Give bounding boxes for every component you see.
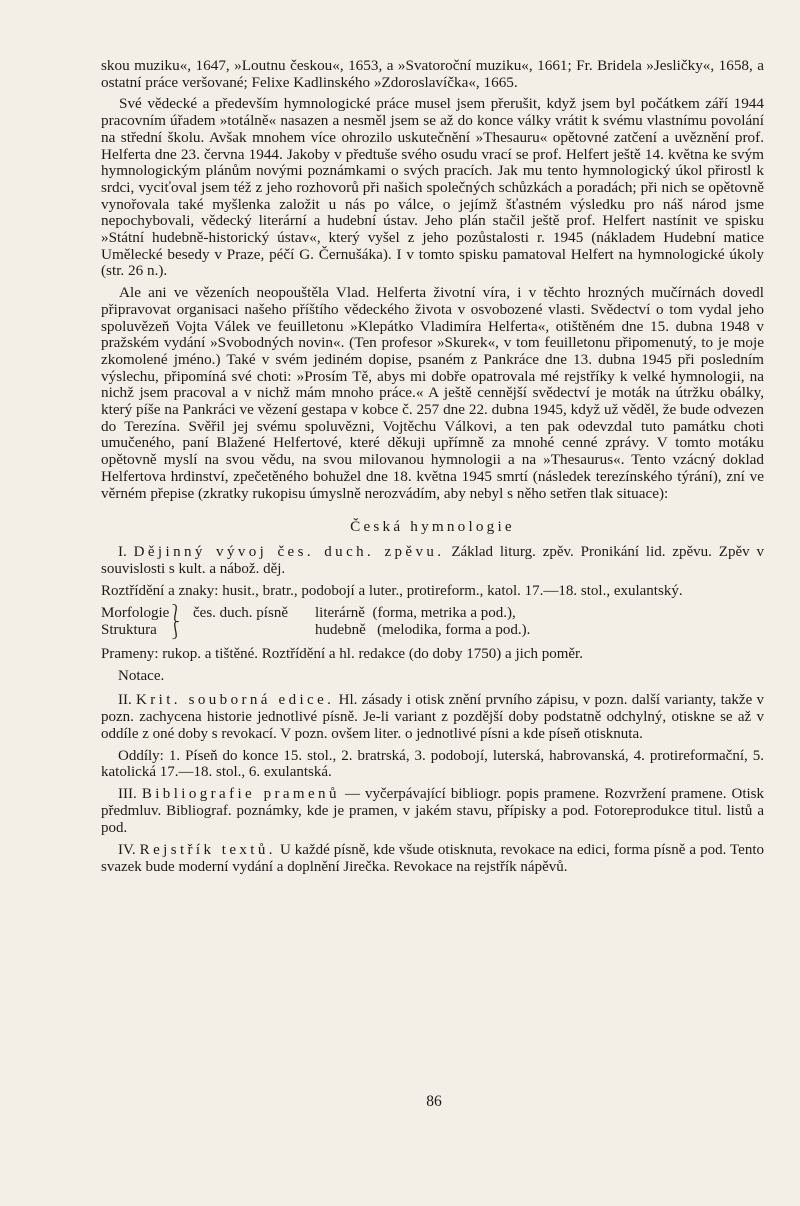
morphology-line-2: hudebně (melodika, forma a pod.).: [315, 622, 531, 638]
section-4-title: Rejstřík textů.: [139, 842, 276, 859]
brace-bottom: ⎰: [167, 621, 184, 640]
hymnology-outline: [101, 544, 764, 876]
section-2-number: II.: [118, 691, 132, 708]
section-1-number: I.: [118, 544, 127, 561]
outline-section-4: [101, 842, 764, 876]
outline-classification: Roztřídění a znaky: husit., bratr., podobojí a luter., protireform., katol. 17.—18. stol., exulantský.: [101, 583, 683, 600]
outline-notation: Notace.: [118, 667, 165, 684]
body-text: [101, 58, 764, 502]
morphology-common: čes. duch. písně: [193, 605, 288, 621]
outline-title: Česká hymnologie: [350, 518, 515, 536]
section-3-number: III.: [118, 786, 137, 803]
section-4-text: U každé písně, kde všude otisknuta, revokace na edici, forma písně a pod. Tento svazek bude moderní vydání a doplnění Jirečka. Revokace na rejstřík nápěvů.: [101, 842, 765, 875]
section-2-text: Hl. zásady i otisk znění prvního zápisu, v pozn. další varianty, takže v pozn. zachycena historie jednotlivé písně. Je-li variant z pozdější doby podstatně odchylný, otiskne se až v oddíle z oné doby s revokací. V pozn. ovšem liter. o jednotlivé písni a kde píseň otisknuta.: [101, 691, 765, 742]
paragraph-prison-testimony: Ale ani ve vězeních neopouštěla Vlad. Helferta životní víra, i v těchto hrozných mučírnách dovedl připravovat organisaci našeho příštího vědeckého života v osvobozené vlasti. Svědectví o tom vydal jeho spoluvězeň Vojta Válek ve feuilletonu »Klepátko Vladimíra Helferta«, otištěném dne 15. dubna 1948 v pražském vydání »Svobodných novin«. (Ten profesor »Skurek«, v tom feuilletonu připomenutý, to je moje zkomolené jméno.) Také v svém jediném dopise, psaném z Pankráce dne 13. dubna 1945 při posledním výslechu, připomíná své choti: »Prosím Tě, abys mi dobře opatrovala mé rejstříky k velké hymnologii, na nichž jsem pracoval a v nichž mám mnoho práce.« A ještě cennější svědectví je moták na útržku obálky, který píše na Pankráci ve vězení gestapa v kobce č. 257 dne 22. dubna 1945, když už věděl, že bude odvezen do Terezína. Svěřil jej svému spoluvězni, Vojtěchu Válkovi, a ten pak odevzdal tuto památku choti umučeného, paní Blažené Helfertové, které děkuji upřímně za mnohé cenné zprávy. V tomto motáku opětovně myslí na svou vědu, na svou milovanou hymnologii a na »Thesaurus«. Tento vzácný doklad Helfertova hrdinství, zpečetěného bohužel dne 18. května 1945 smrtí (následek terezínského týrání), zní ve věrném přepise (zkratky rukopisu úmyslně nerozvádím, aby nebyl s něho setřen tlak situace):: [101, 284, 764, 502]
morphology-line-1: literárně (forma, metrika a pod.),: [315, 605, 516, 621]
morphology-structure-block: [101, 605, 764, 639]
morphology-label: Morfologie: [101, 605, 170, 621]
outline-divisions: Oddíly: 1. Píseň do konce 15. stol., 2. bratrská, 3. podobojí, luterská, habrovanská, 4. protireformační, 5. katolická 17.—18. stol., 6. exulantská.: [101, 747, 764, 781]
outline-section-2: [101, 692, 764, 743]
section-1-title: Dějinný vývoj čes. duch. zpěvu.: [133, 544, 445, 561]
paragraph-continuation: skou muziku«, 1647, »Loutnu českou«, 1653, a »Svatoroční muziku«, 1661; Fr. Bridela »Jesličky«, 1658, a ostatní práce veršované; Felixe Kadlinského »Zdoroslavíčka«, 1665.: [101, 57, 764, 91]
outline-section-1: [101, 544, 764, 578]
section-1-text: Základ liturg. zpěv. Pronikání lid. zpěvu. Zpěv v souvislosti s kult. a nábož. děj.: [101, 544, 765, 578]
brace-top: ⎱: [167, 604, 184, 623]
section-2-title: Krit. souborná edice.: [136, 691, 335, 708]
page-number: 86: [426, 1093, 442, 1110]
paragraph-research-interrupted: Své vědecké a především hymnologické práce musel jsem přerušit, když jsem byl počátkem září 1944 pracovním úřadem »totálně« nasazen a nesměl jsem se až do konce války vrátit k svému vlastnímu povolání na střední školu. Avšak mnohem více ohrozilo uskutečnění »Thesauru« opětovné zatčení a uvěznění prof. Helferta dne 23. června 1944. Jakoby v předtuše svého osudu vrací se prof. Helfert ještě 14. května ke svým hymnologickým plánům novými poznámkami o svých pracích. Jak mu tento hymnologický úkol přirostl k srdci, vyciťoval jsem též z jeho rozhovorů při našich společných schůzkách a poradách; při nich se opětovně vynořovala také myšlenka založit u nás po válce, o jejímž šťastném výsledku pro náš národ jsme nepochybovali, vědecký literární a hudební ústav. Jeho plán stačil ještě prof. Helfert nastínit ve spisku »Státní hudebně-historický ústav«, který vyšel z jeho pozůstalosti r. 1945 (nákladem Hudební matice Umělecké besedy v Praze, péčí G. Černušáka). I v tomto spisku pamatoval Helfert na hymnologické úkoly (str. 26 n.).: [101, 95, 764, 280]
section-4-number: IV.: [118, 842, 136, 859]
structure-label: Struktura: [101, 622, 157, 638]
outline-section-3: [101, 786, 764, 837]
section-3-title: Bibliografie pramenů: [141, 786, 340, 803]
outline-sources: Prameny: rukop. a tištěné. Roztřídění a hl. redakce (do doby 1750) a jich poměr.: [101, 646, 583, 662]
section-3-text: — vyčerpávající bibliogr. popis pramene. Rozvržení pramene. Otisk předmluv. Bibliograf. poznámky, kde je pramen, v jakém stavu, přípisky a pod. Fotoreprodukce titul. listů a pod.: [101, 786, 765, 837]
